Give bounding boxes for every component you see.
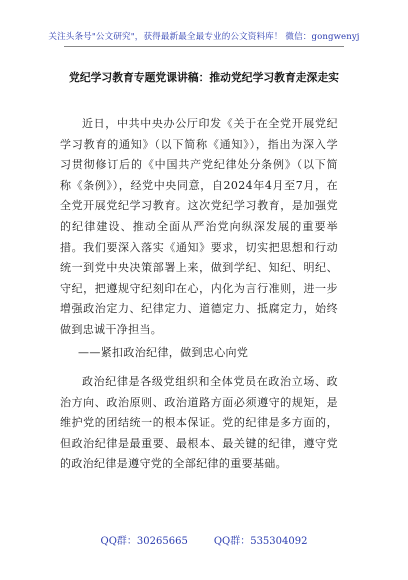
- document-title: 党纪学习教育专题党课讲稿：推动党纪学习教育走深走实: [69, 71, 339, 84]
- body-paragraph-1: 近日，中共中央办公厅印发《关于在全党开展党纪学习教育的通知》（以下简称《通知》），指出为深入学习贯彻修订后的《中国共产党纪律处分条例》（以下简称《条例》），经党中央同意，自2024年4月至7月，在全党开展党纪学习教育。这次党纪学习教育，是加强党的纪律建设、推动全面从严治党向纵深发展的重要举措。我们要深入落实《通知》要求，切实把思想和行动统一到党中央决策部署上来，做到学纪、知纪、明纪、守纪，把遵规守纪刻印在心，内化为言行准则，进一步增强政治定力、纪律定力、道德定力、抵腐定力，始终做到忠诚干净担当。: [60, 117, 338, 336]
- footer-qq-group-1: QQ群：30265665: [100, 536, 188, 547]
- header-divider: [64, 46, 344, 47]
- body-paragraph-2: 政治纪律是各级党组织和全体党员在政治立场、政治方向、政治原则、政治道路方面必须遵守的规矩，是维护党的团结统一的根本保证。党的纪律是多方面的，但政治纪律是最重要、最根本、最关键的纪律，遵守党的政治纪律是遵守党的全部纪律的重要基础。: [60, 375, 338, 471]
- footer-qq-group-2: QQ群：535304092: [213, 536, 308, 547]
- footer-contact: [0, 532, 408, 547]
- header-promo-note: 关注头条号"公文研究"，获得最新最全最专业的公文资料库！ 微信：gongwenyj: [48, 32, 360, 42]
- section-subheading: ——紧扣政治纪律，做到忠心向党: [78, 346, 249, 359]
